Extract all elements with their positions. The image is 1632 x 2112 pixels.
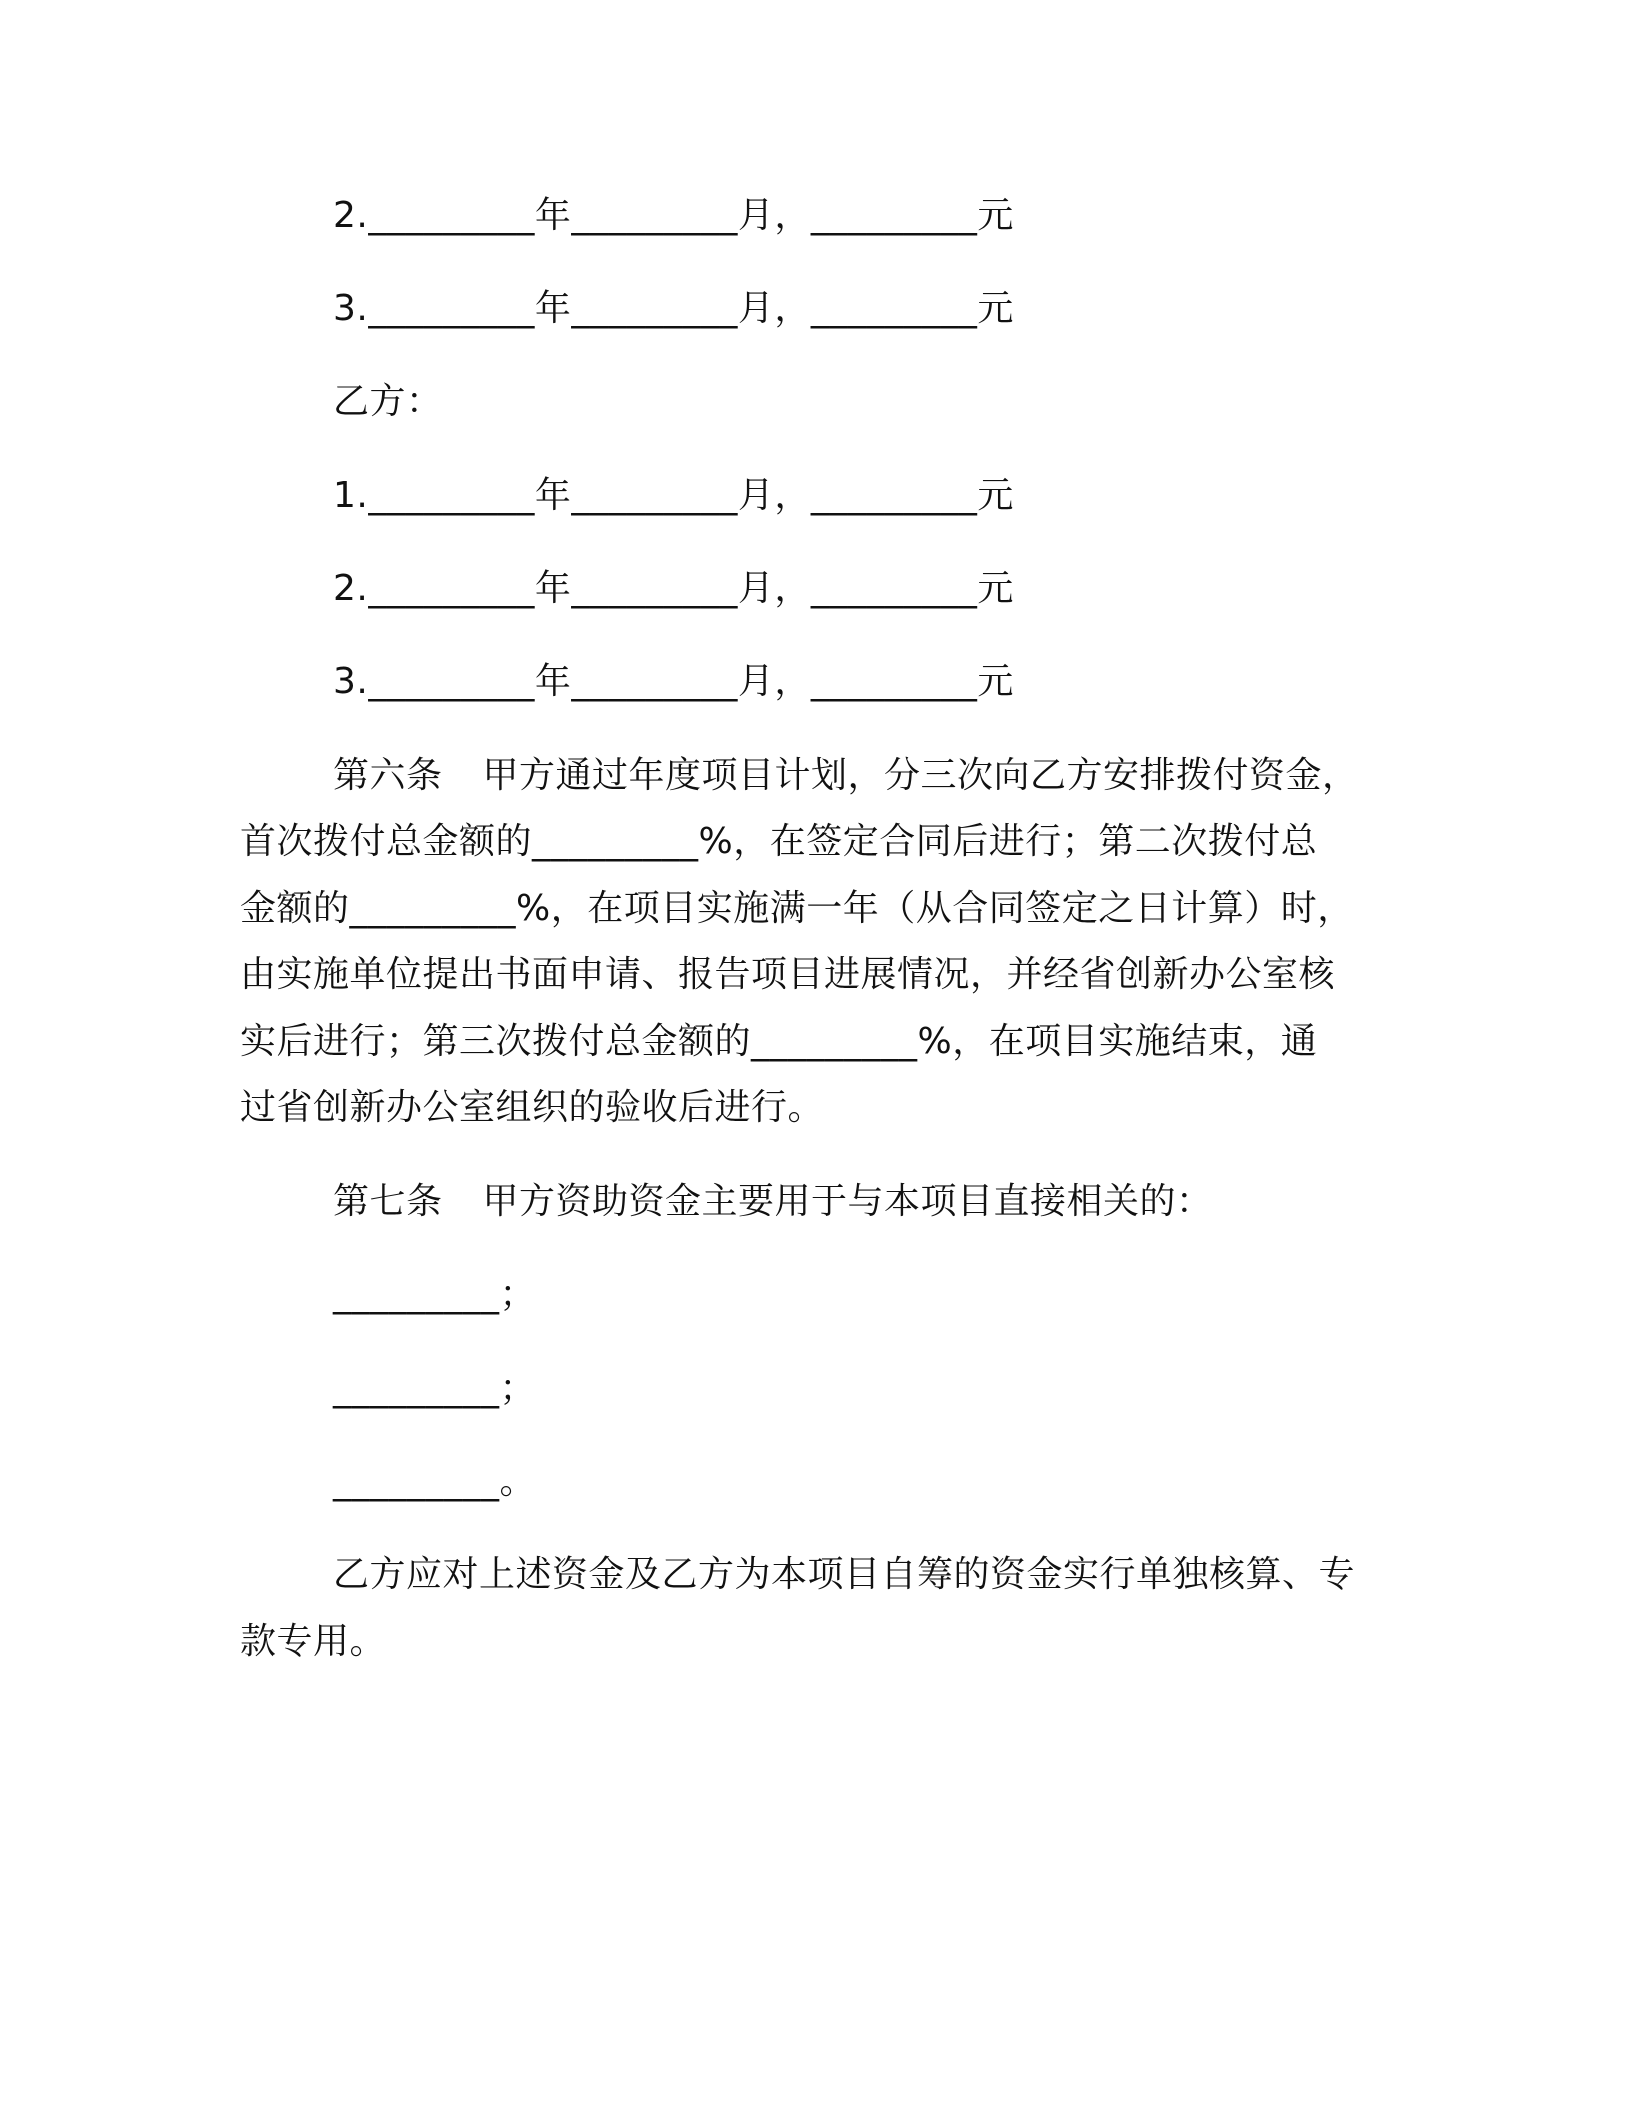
article6-line-3: 金额的_________%，在项目实施满一年（从合同签定之日计算）时， [240, 888, 1354, 929]
article6-line-4: 由实施单位提出书面申请、报告项目进展情况，并经省创新办公室核 [240, 954, 1336, 995]
party-b-row-1: 1._________年_________月，_________元 [333, 475, 1014, 516]
party-b-heading: 乙方： [333, 381, 443, 422]
article7-blank-3: _________。 [333, 1461, 537, 1502]
article7-blank-2: _________； [333, 1368, 537, 1409]
article7-intro: 甲方资助资金主要用于与本项目直接相关的： [482, 1181, 1213, 1222]
article7-line-1 [333, 1181, 1213, 1222]
article6-label: 第六条 [333, 755, 443, 796]
party-b-row-2: 2._________年_________月，_________元 [333, 568, 1014, 609]
party-b-row-3: 3._________年_________月，_________元 [333, 661, 1014, 702]
article6-text-1: 甲方通过年度项目计划，分三次向乙方安排拨付资金， [482, 755, 1359, 796]
article6-line-5: 实后进行；第三次拨付总金额的_________%，在项目实施结束，通 [240, 1021, 1318, 1062]
party-a-row-3: 3._________年_________月，_________元 [333, 288, 1014, 329]
article6-line-2: 首次拨付总金额的_________%，在签定合同后进行；第二次拨付总 [240, 821, 1318, 862]
article7-label: 第七条 [333, 1181, 443, 1222]
party-a-row-2: 2._________年_________月，_________元 [333, 195, 1014, 236]
article7-blank-1: _________； [333, 1274, 537, 1315]
closing-line-1: 乙方应对上述资金及乙方为本项目自筹的资金实行单独核算、专 [333, 1554, 1356, 1595]
closing-line-2: 款专用。 [240, 1621, 387, 1662]
article6-line-6: 过省创新办公室组织的验收后进行。 [240, 1087, 825, 1128]
article6-line-1 [333, 755, 1359, 796]
